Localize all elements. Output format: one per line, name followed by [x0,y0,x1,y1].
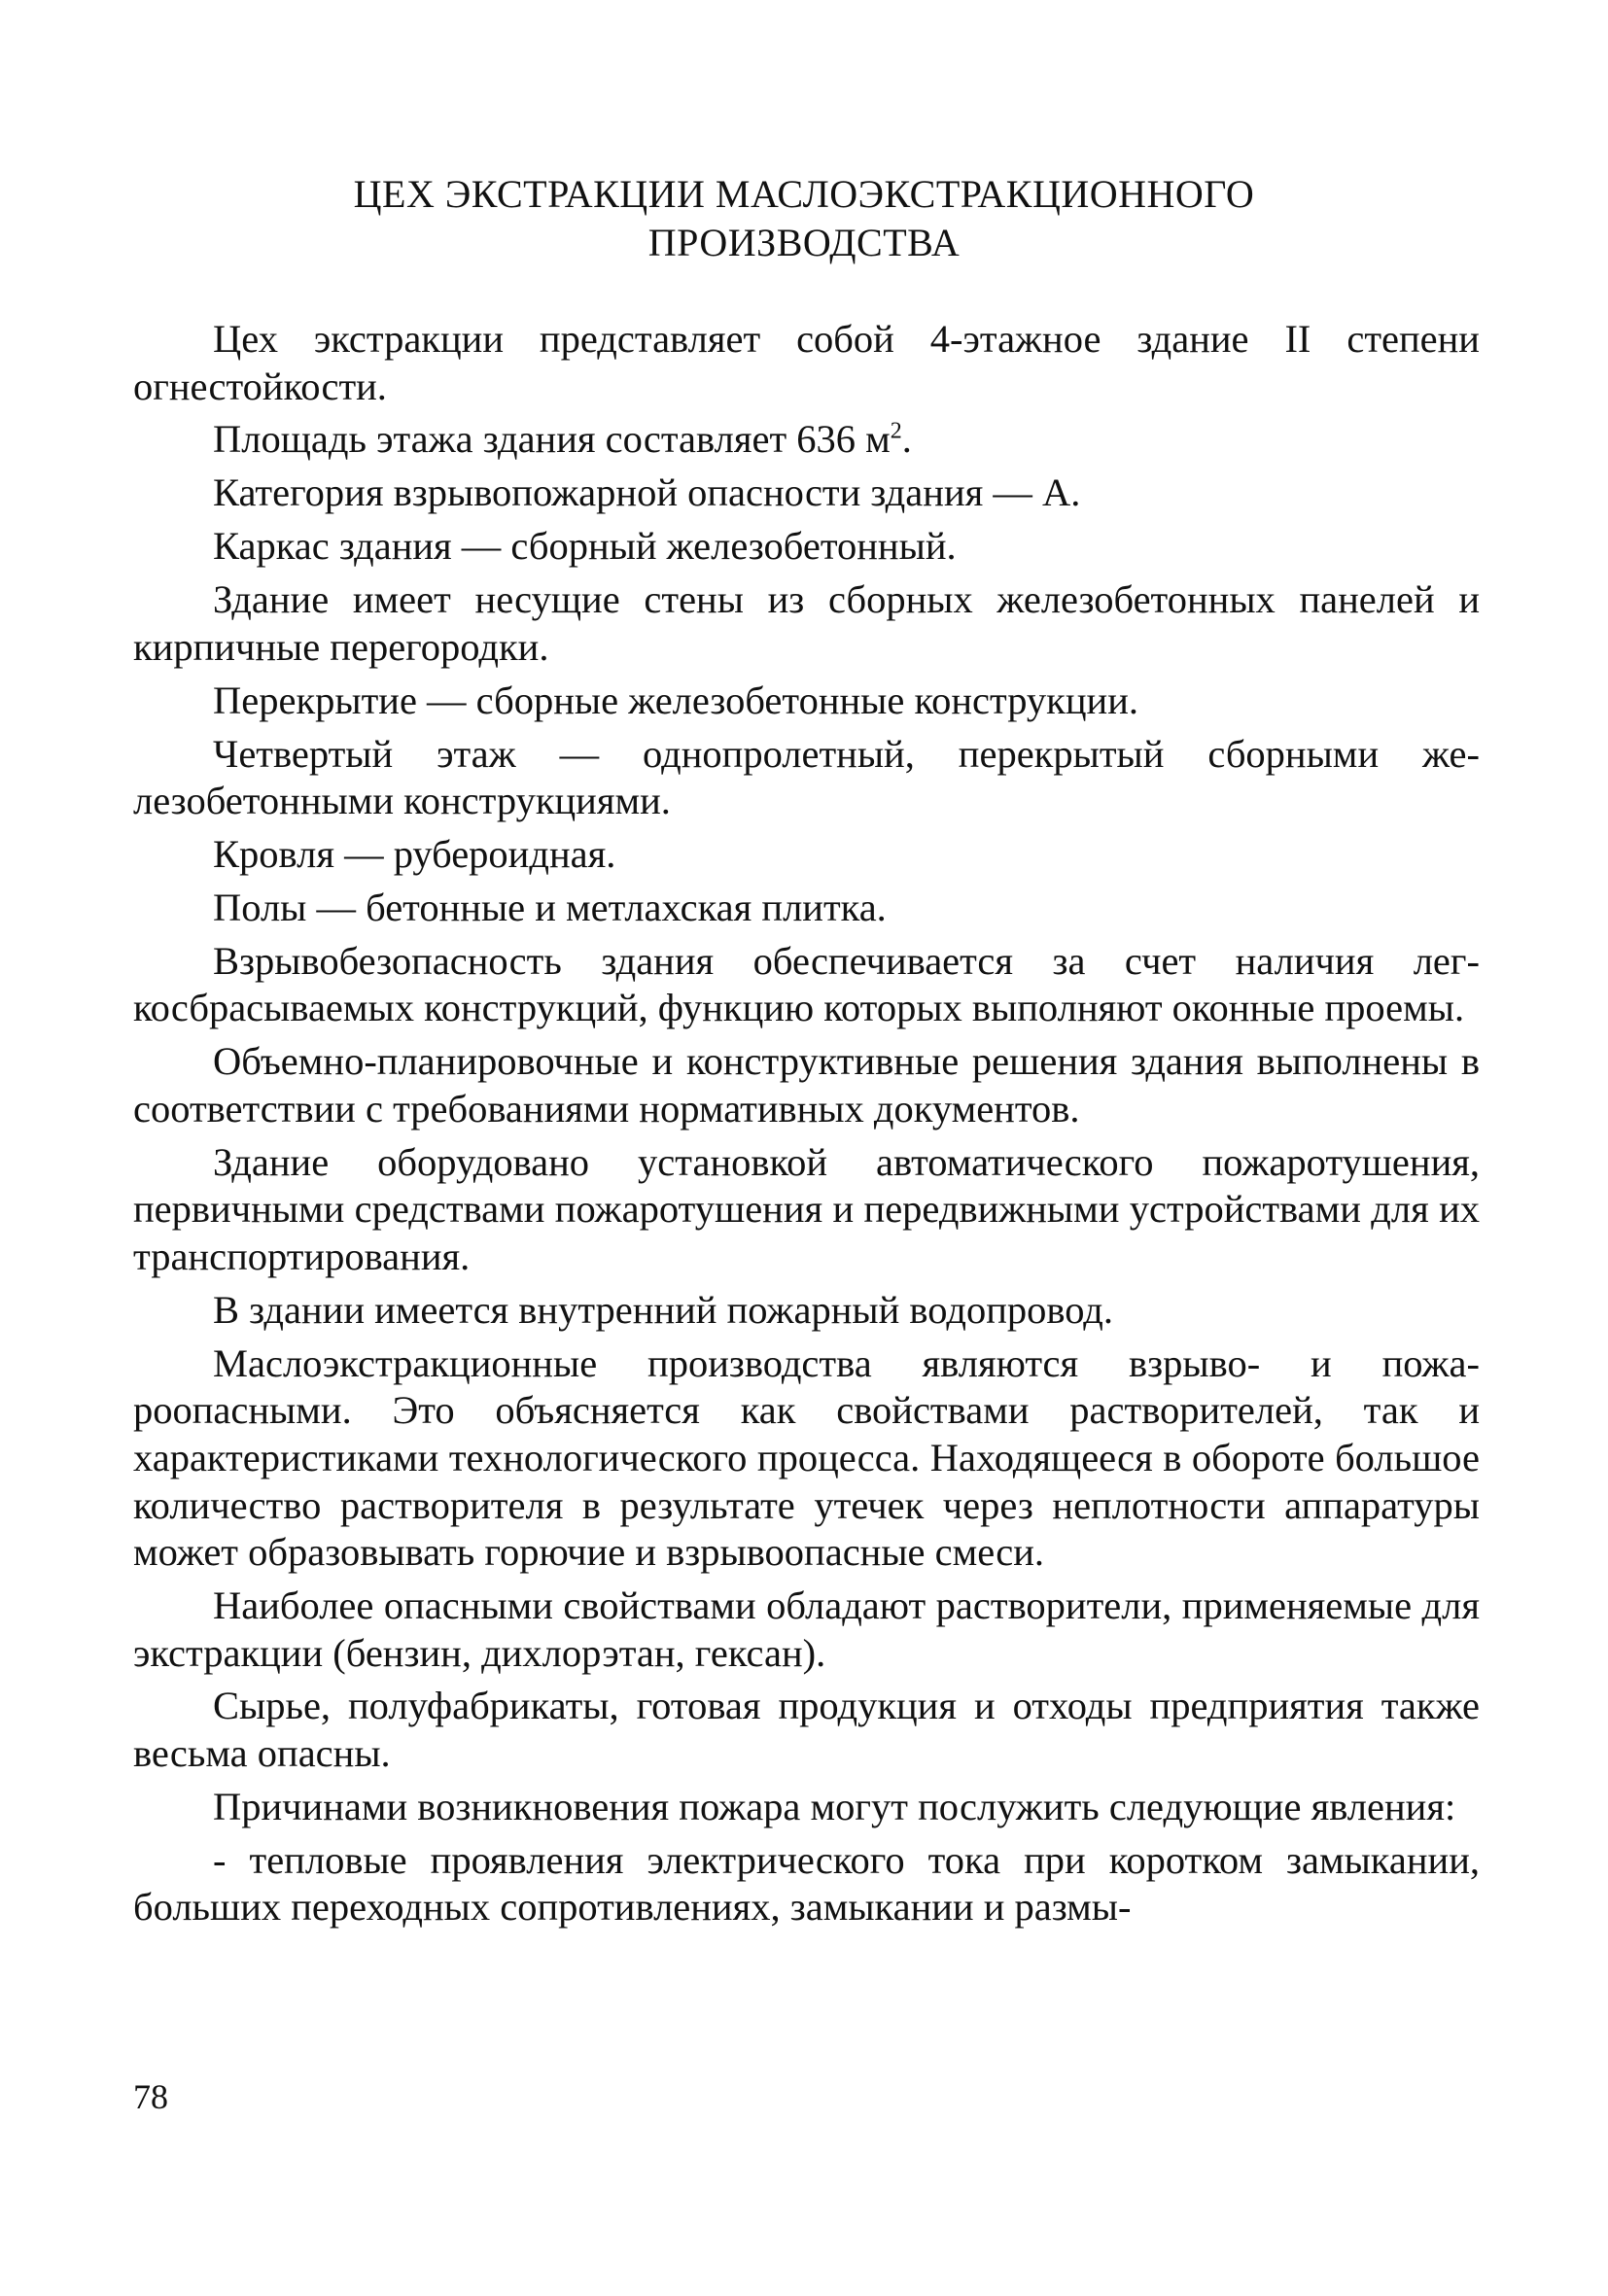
section-title-line-1: ЦЕХ ЭКСТРАКЦИИ МАСЛОЭКСТРАКЦИОННОГО [353,172,1255,216]
paragraph-floors-overlap: Перекрытие — сборные железобетонные конструкции. [213,678,1138,722]
paragraph-building-description: Цех экстракции представляет собой 4-этажное здание II степени огнестойкости. [133,317,1480,408]
paragraph-production-hazard: Маслоэкстракционные производства являются взрыво- и пожароопасными. Это объясняется как свойствами растворителей, так и характеристиками технологического процесса. Находящееся в обороте большое количество растворителя в результате утечек через неплотности аппаратуры может образовывать горючие и взрывоопасные смеси. [133,1340,1480,1575]
paragraph-planning-solutions: Объемно-планировочные и конструктивные решения здания выполнены в соответствии с требованиями нормативных документов. [133,1039,1480,1131]
paragraph-frame: Каркас здания — сборный железобетонный. [213,524,957,569]
paragraph-water-supply: В здании имеется внутренний пожарный водопровод. [213,1287,1114,1332]
paragraph-hazard-category: Категория взрывопожарной опасности здания — А. [213,470,1081,515]
paragraph-fourth-floor: Четвертый этаж — однопролетный, перекрытый сборными железобетонными конструкциями. [133,731,1480,823]
floor-area-text: Площадь этажа здания составляет 636 м [213,417,891,462]
paragraph-solvents: Наиболее опасными свойствами обладают растворители, применяемые для экстракции (бензин, дихлорэтан, гексан). [133,1583,1480,1675]
paragraph-fire-equipment: Здание оборудовано установкой автоматического пожаротушения, первичными средствами пожаротушения и передвижными устройствами для их транспортирования. [133,1139,1480,1278]
paragraph-floor-area [133,416,1480,464]
paragraph-walls: Здание имеет несущие стены из сборных железобетонных панелей и кирпичные перегородки. [133,577,1480,669]
paragraph-fire-causes: Причинами возникновения пожара могут послужить следующие явления: [213,1784,1456,1828]
list-item-electric-current: - тепловые проявления электрического тока при коротком замыкании, больших переходных сопротивлениях, замыкании и размы- [133,1837,1480,1930]
floor-area-suffix: . [901,417,912,462]
paragraph-raw-materials: Сырье, полуфабрикаты, готовая продукция и отходы предприятия также весьма опасны. [133,1684,1480,1776]
floor-area-superscript: 2 [890,418,902,444]
paragraph-explosion-safety: Взрывобезопасность здания обеспечивается за счет наличия легкосбрасываемых конструкций, функцию которых выполняют оконные проемы. [133,938,1480,1030]
paragraph-floor-covering: Полы — бетонные и метлахская плитка. [213,885,887,929]
section-title-line-2: ПРОИЗВОДСТВА [647,221,961,264]
section-title [126,170,1482,267]
page-number: 78 [133,2077,168,2116]
paragraph-roof: Кровля — рубероидная. [213,832,616,877]
body-text [133,316,1480,1937]
